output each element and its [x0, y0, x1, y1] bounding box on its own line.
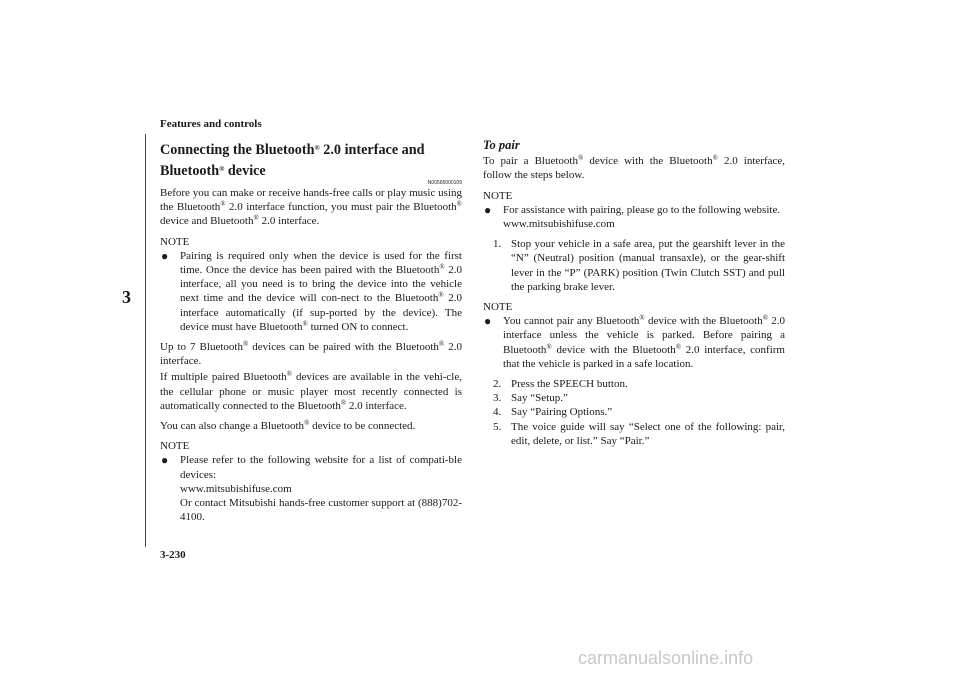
- bullet-icon: ●: [484, 202, 492, 217]
- note-bullet: ● Please refer to the following website for a list of compati-ble devices: www.mitsubishifuse.com Or contact Mitsubishi hands-free customer support at (888)702-4100.: [161, 453, 462, 524]
- paragraph-device-limit: Up to 7 Bluetooth® devices can be paired with the Bluetooth® 2.0 interface.: [160, 340, 463, 368]
- paragraph-change-device: You can also change a Bluetooth® device to be connected.: [160, 419, 416, 433]
- note-label: NOTE: [160, 235, 190, 248]
- website-link: www.mitsubishifuse.com: [503, 218, 615, 231]
- step-5: 5. The voice guide will say “Select one of the following: pair, edit, delete, or list.” Say “Pair.”: [493, 420, 785, 447]
- document-id: N00565000109: [427, 180, 462, 186]
- note-label: NOTE: [483, 301, 513, 314]
- step-3: 3. Say “Setup.”: [493, 392, 568, 405]
- left-column: [160, 140, 462, 524]
- page-number: 3-230: [160, 549, 186, 561]
- note-label: NOTE: [483, 189, 513, 202]
- chapter-tab-number: 3: [122, 287, 131, 307]
- margin-rule: [145, 134, 146, 547]
- subsection-title: To pair: [483, 138, 520, 152]
- bullet-icon: ●: [484, 314, 492, 329]
- right-column: [483, 138, 785, 448]
- note-label: NOTE: [160, 440, 190, 453]
- note-bullet: ● For assistance with pairing, please go to the following website. www.mitsubishifuse.com: [483, 203, 785, 231]
- watermark: carmanualsonline.info: [578, 648, 754, 668]
- step-1: 1. Stop your vehicle in a safe area, put the gearshift lever in the “N” (Neutral) position (manual transaxle), or the gear-shift lever in the “P” (PARK) position (Twin Clutch SST) and pull the parking brake lever.: [493, 238, 785, 293]
- bullet-icon: ●: [161, 453, 169, 468]
- website-link: www.mitsubishifuse.com: [180, 482, 292, 495]
- intro-paragraph: Before you can make or receive hands-free calls or play music using the Bluetooth® 2.0 interface function, you must pair the Bluetooth® device and Bluetooth® 2.0 interface.: [160, 187, 462, 228]
- section-header: Features and controls: [160, 118, 262, 130]
- note-bullet: ● You cannot pair any Bluetooth® device with the Bluetooth® 2.0 interface unless the vehicle is parked. Before pairing a Bluetooth® device with the Bluetooth® 2.0 interface, confirm that the vehicle is parked in a safe location.: [484, 314, 785, 370]
- step-2: 2. Press the SPEECH button.: [493, 378, 628, 391]
- pair-intro: To pair a Bluetooth® device with the Bluetooth® 2.0 interface, follow the steps below.: [483, 154, 786, 182]
- paragraph-multiple-devices: If multiple paired Bluetooth® devices are available in the vehi-cle, the cellular phone or music player most recently connected is automatically connected to the Bluetooth® 2.0 interface.: [160, 370, 462, 412]
- bullet-icon: ●: [161, 248, 169, 263]
- section-title: Connecting the Bluetooth® 2.0 interface and Bluetooth® device: [160, 142, 425, 179]
- step-4: 4. Say “Pairing Options.”: [493, 406, 613, 419]
- note-bullet: ● Pairing is required only when the device is used for the first time. Once the device has been paired with the Bluetooth® 2.0 interface, all you need is to bring the device into the vehicle next time and the device will con-nect to the Bluetooth® 2.0 interface automatically (if sup-ported by the device). The device must have Bluetooth® turned ON to connect.: [161, 248, 463, 333]
